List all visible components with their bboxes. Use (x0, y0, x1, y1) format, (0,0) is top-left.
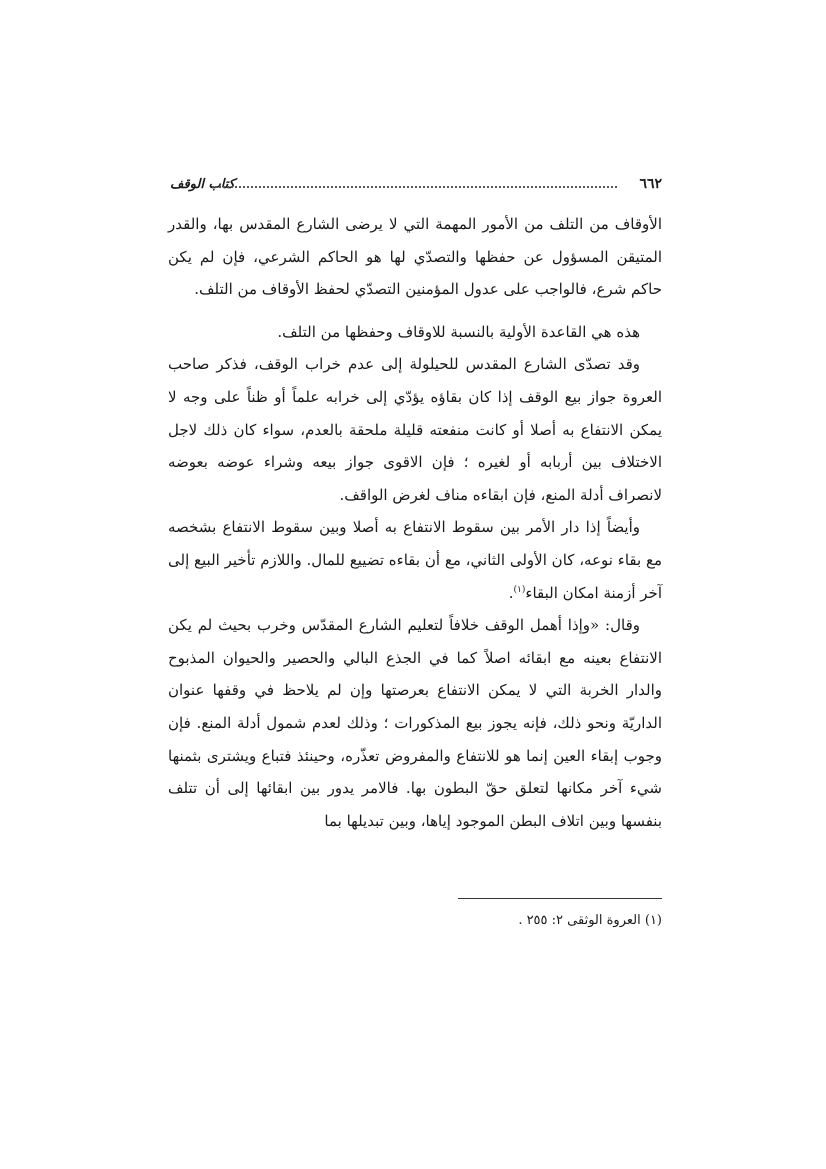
main-text (168, 208, 662, 837)
paragraph-4-text: وأيضاً إذا دار الأمر بين سقوط الانتفاع به أصلا وبين سقوط الانتفاع بشخصه مع بقاء نوعه، كان الأولى الثاني، مع أن بقاءه تضييع للمال. واللازم تأخير البيع إلى آخر أزمنة امكان البقاء (168, 518, 662, 602)
header-dotted-leader (212, 186, 617, 188)
footnote-reference[interactable]: (١) (513, 584, 526, 595)
page-header (170, 176, 662, 200)
paragraph-2: هذه هي القاعدة الأولية بالنسبة للاوقاف وحفظها من التلف. (277, 322, 640, 341)
paragraph-4-end: . (508, 583, 514, 602)
paragraph-5: وقال: «وإذا أهمل الوقف خلافاً لتعليم الشارع المقدّس وخرب بحيث لم يكن الانتفاع بعينه مع ابقائه اصلاً كما في الجذع البالي والحصير والحيوان المذبوح والدار الخربة التي لا يمكن الانتفاع بعرصتها وإن لم يلاحظ في وقفها عنوان الداريّة ونحو ذلك، فإنه يجوز بيع المذكورات ؛ وذلك لعدم شمول أدلة المنع. فإن وجوب إبقاء العين إنما هو للانتفاع والمفروض تعذّره، وحينئذ فتباع ويشترى بثمنها شيء آخر مكانها لتعلق حقّ البطون بها. فالامر يدور بين ابقائها إلى أن تتلف بنفسها وبين اتلاف البطن الموجود إياها، وبين تبديلها بما (168, 616, 662, 830)
paragraph-3: وقد تصدّى الشارع المقدس للحيلولة إلى عدم خراب الوقف، فذكر صاحب العروة جواز بيع الوقف إذا كان بقاؤه يؤدّي إلى خرابه علماً أو ظناً على وجه لا يمكن الانتفاع به أصلا أو كانت منفعته قليلة ملحقة بالعدم، سواء كان ذلك لاجل الاختلاف بين أربابه أو لغيره ؛ فإن الاقوى جواز بيعه وشراء عوضه بعوضه لانصراف أدلة المنع، فإن ابقاءه مناف لغرض الواقف. (168, 355, 662, 504)
paragraph-1: الأوقاف من التلف من الأمور المهمة التي لا يرضى الشارع المقدس بها، والقدر المتيقن المسؤول عن حفظها والتصدّي لها هو الحاكم الشرعي، فإن لم يكن حاكم شرع، فالواجب على عدول المؤمنين التصدّي لحفظ الأوقاف من التلف. (168, 215, 662, 299)
running-title: كتاب الوقف (170, 177, 235, 192)
footnote: (١) العروة الوثقى ٢: ٢٥٥ . (518, 913, 662, 928)
footnote-divider (458, 898, 662, 899)
page-number: ٦٦٢ (639, 176, 662, 192)
paragraph-4 (168, 511, 662, 609)
